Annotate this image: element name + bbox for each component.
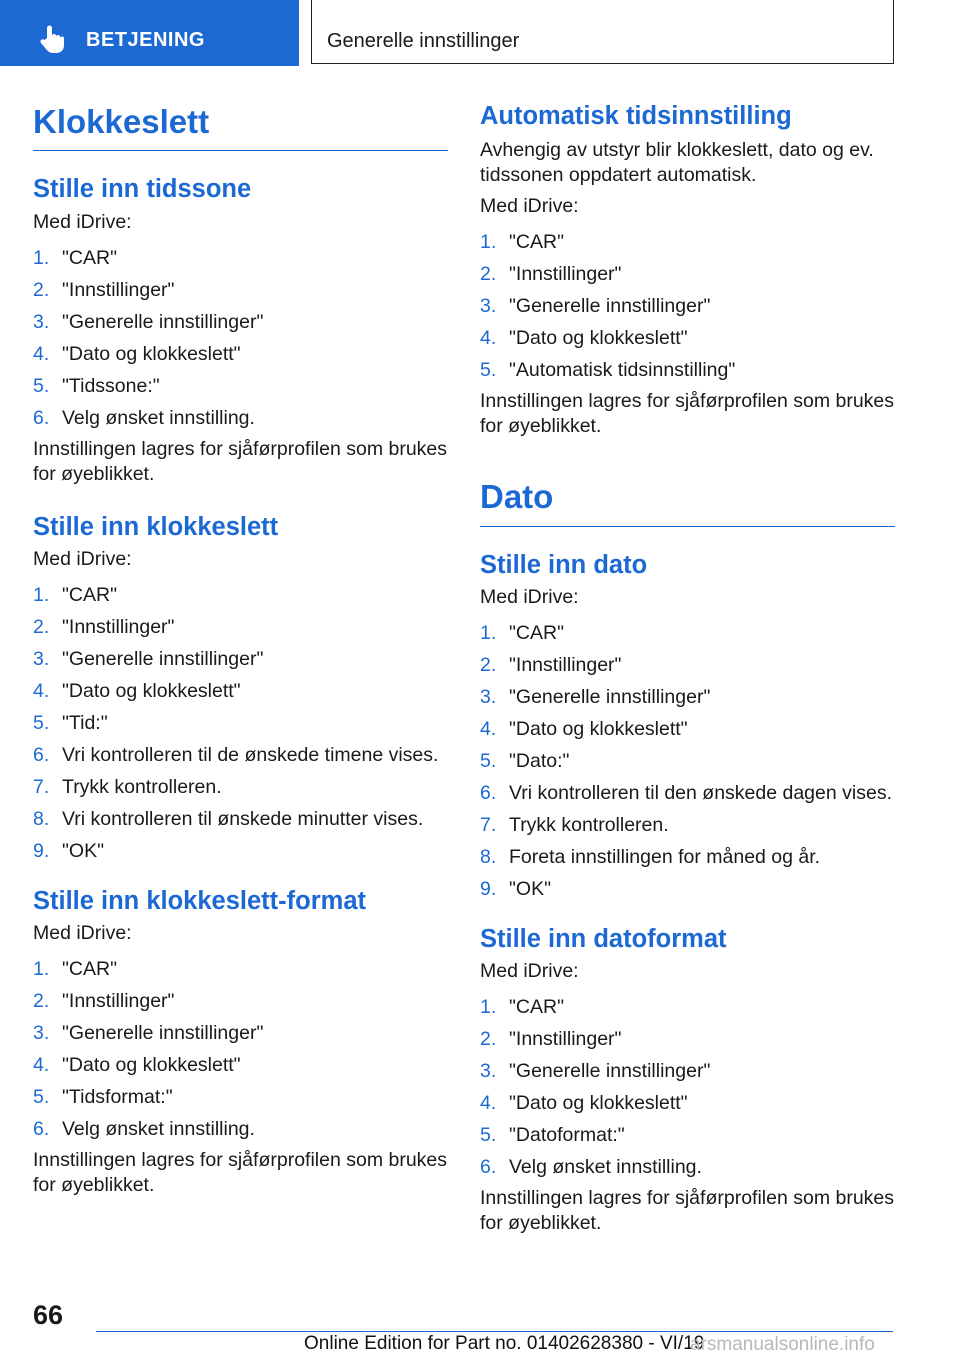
steps-automatisk xyxy=(480,226,895,386)
list-item: 6. Velg ønsket innstilling. xyxy=(33,406,255,429)
list-item: 3. "Generelle innstillinger" xyxy=(33,1022,264,1045)
steps-datoformat xyxy=(480,991,895,1183)
watermark: arsmanualsonline.info xyxy=(690,1334,875,1355)
title-rule xyxy=(33,150,448,151)
chapter-title-klokkeslett: Klokkeslett xyxy=(33,103,210,140)
list-item: 5. "Tidssone:" xyxy=(33,374,160,397)
list-item: 1. "CAR" xyxy=(480,996,565,1019)
list-item: 4. "Dato og klokkeslett" xyxy=(480,717,688,740)
page-header xyxy=(0,0,960,66)
list-item: 2. "Innstillinger" xyxy=(33,615,175,638)
list-item: 2. "Innstillinger" xyxy=(480,1028,622,1051)
intro-text: Med iDrive: xyxy=(480,585,579,608)
note-text: Innstillingen lagres for sjåførprofilen som brukes for øyeblikket. xyxy=(33,1149,448,1197)
intro-text: Med iDrive: xyxy=(33,547,132,570)
list-item: 1. "CAR" xyxy=(33,246,118,269)
list-item: 9. "OK" xyxy=(33,839,105,862)
note-text: Innstillingen lagres for sjåførprofilen som brukes for øyeblikket. xyxy=(33,437,448,485)
note-text: Innstillingen lagres for sjåførprofilen som brukes for øyeblikket. xyxy=(480,390,895,438)
list-item: 3. "Generelle innstillinger" xyxy=(33,647,264,670)
footer-rule xyxy=(96,1331,893,1332)
list-item: 5. "Automatisk tidsinnstilling" xyxy=(480,359,736,382)
steps-dato xyxy=(480,617,895,905)
chapter-tab xyxy=(0,0,299,66)
chapter-title-dato: Dato xyxy=(480,478,554,516)
list-item: 1. "CAR" xyxy=(480,621,565,644)
edition-text: Online Edition for Part no. 01402628380 - VI/19 xyxy=(304,1333,705,1354)
list-item: 3. "Generelle innstillinger" xyxy=(33,310,264,333)
intro-text: Med iDrive: xyxy=(480,195,579,218)
heading-datoformat: Stille inn datoformat xyxy=(480,924,727,953)
chapter-label: BETJENING xyxy=(86,29,205,51)
left-column xyxy=(33,100,448,1198)
heading-tidssone: Stille inn tidssone xyxy=(33,175,252,204)
list-item: 2. "Innstillinger" xyxy=(480,263,622,286)
steps-klokkeslett xyxy=(33,579,448,867)
list-item: 9. "OK" xyxy=(480,877,552,900)
list-item: 1. "CAR" xyxy=(33,958,118,981)
steps-klokkeslett-format xyxy=(33,953,448,1145)
note-text: Innstillingen lagres for sjåførprofilen som brukes for øyeblikket. xyxy=(480,1187,895,1235)
list-item: 6. Velg ønsket innstilling. xyxy=(33,1118,255,1141)
heading-klokkeslett-format: Stille inn klokkeslett-format xyxy=(33,886,366,915)
page-number: 66 xyxy=(33,1300,64,1330)
auto-description: Avhengig av utstyr blir klokkeslett, dato og ev. tidssonen oppdatert automatisk. xyxy=(480,139,874,187)
list-item: 2. "Innstillinger" xyxy=(480,653,622,676)
intro-text: Med iDrive: xyxy=(33,922,132,945)
list-item: 3. "Generelle innstillinger" xyxy=(480,685,711,708)
list-item: 1. "CAR" xyxy=(480,231,565,254)
list-item: 6. Vri kontrolleren til de ønskede timene vises. xyxy=(33,743,439,766)
list-item: 8. Foreta innstillingen for måned og år. xyxy=(480,845,821,868)
list-item: 2. "Innstillinger" xyxy=(33,990,175,1013)
list-item: 5. "Tidsformat:" xyxy=(33,1086,173,1109)
steps-tidssone xyxy=(33,242,448,434)
title-rule xyxy=(480,526,895,527)
list-item: 7. Trykk kontrolleren. xyxy=(480,813,669,836)
list-item: 2. "Innstillinger" xyxy=(33,278,175,301)
hand-pointer-icon xyxy=(38,24,66,54)
list-item: 5. "Dato:" xyxy=(480,749,570,772)
list-item: 7. Trykk kontrolleren. xyxy=(33,775,222,798)
intro-text: Med iDrive: xyxy=(480,960,579,983)
heading-klokkeslett: Stille inn klokkeslett xyxy=(33,512,279,541)
list-item: 6. Vri kontrolleren til den ønskede dagen vises. xyxy=(480,781,892,804)
section-label: Generelle innstillinger xyxy=(327,30,520,52)
list-item: 4. "Dato og klokkeslett" xyxy=(33,1054,241,1077)
list-item: 8. Vri kontrolleren til ønskede minutter vises. xyxy=(33,807,424,830)
heading-dato: Stille inn dato xyxy=(480,550,648,579)
list-item: 5. "Datoformat:" xyxy=(480,1124,625,1147)
list-item: 3. "Generelle innstillinger" xyxy=(480,295,711,318)
list-item: 4. "Dato og klokkeslett" xyxy=(33,679,241,702)
right-column xyxy=(480,100,895,1236)
list-item: 6. Velg ønsket innstilling. xyxy=(480,1156,702,1179)
list-item: 4. "Dato og klokkeslett" xyxy=(480,327,688,350)
section-tab xyxy=(311,0,894,64)
intro-text: Med iDrive: xyxy=(33,210,132,233)
list-item: 4. "Dato og klokkeslett" xyxy=(33,342,241,365)
list-item: 3. "Generelle innstillinger" xyxy=(480,1060,711,1083)
list-item: 1. "CAR" xyxy=(33,583,118,606)
list-item: 4. "Dato og klokkeslett" xyxy=(480,1092,688,1115)
heading-automatisk: Automatisk tidsinnstilling xyxy=(480,102,792,130)
list-item: 5. "Tid:" xyxy=(33,711,108,734)
